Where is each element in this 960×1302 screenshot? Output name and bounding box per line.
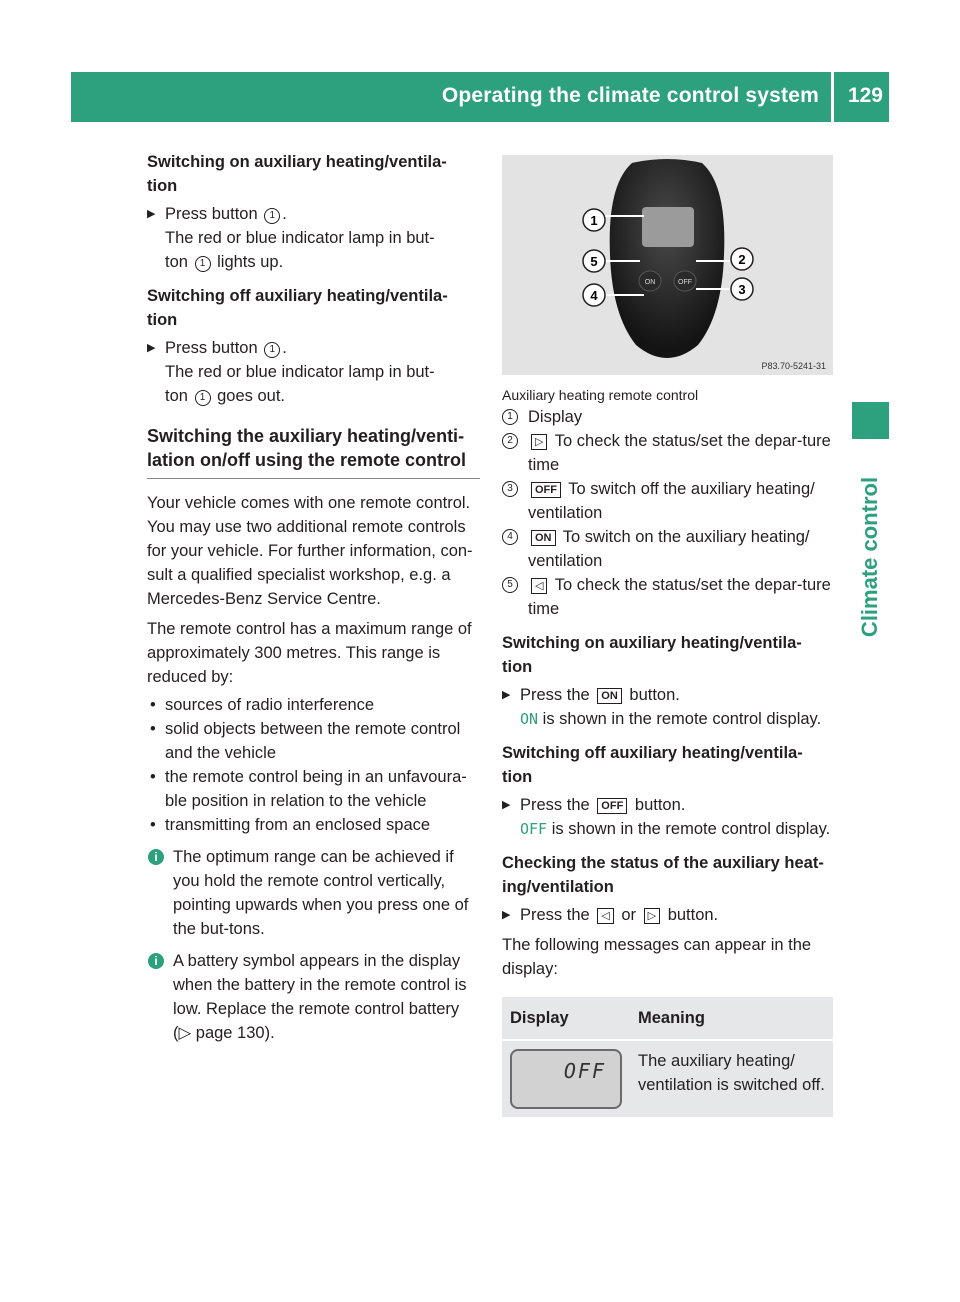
paragraph: The remote control has a maximum range of approximately 300 metres. This range is reduced by: [147,620,472,686]
right-column [502,155,835,1117]
callout-1-icon: 1 [195,256,211,272]
paragraph: Your vehicle comes with one remote control. You may use two additional remote controls for your vehicle. For further information, con-sult a qualified specialist workshop, e.g. a Mercedes-Benz Service Centre. [147,494,473,608]
side-tab-label: Climate control [857,476,883,638]
callout-5-icon: 5 [502,577,518,593]
info-icon: i [148,953,164,969]
instruction-step: ▶ Press button 1 . [147,202,480,226]
side-tab-marker [852,402,889,439]
section-heading: Switching the auxiliary heating/venti- lation on/off using the remote control [147,424,480,479]
table-cell: The auxiliary heating/ ventilation is switched off. [630,1040,833,1117]
instruction-step: ▶ Press the OFF button. [502,793,835,817]
table-header: Display [502,997,630,1040]
step-result: The red or blue indicator lamp in but- ton 1 goes out. [165,363,435,405]
list-item: • the remote control being in an unfavoura-ble position in relation to the vehicle [150,768,467,810]
list-item: • sources of radio interference [150,696,375,714]
svg-text:4: 4 [590,288,598,303]
left-column [147,150,480,1045]
page-number: 129 [847,84,883,107]
legend-item: 5 ◁ To check the status/set the depar-ture time [502,573,835,621]
list-item: • solid objects between the remote control and the vehicle [150,720,461,762]
callout-4-icon: 4 [502,529,518,545]
legend-item: 2 ▷ To check the status/set the depar-ture time [502,429,835,477]
callout-2-icon: 2 [502,433,518,449]
legend-item: 1 Display [502,405,835,429]
step-result: ON is shown in the remote control display. [520,710,822,728]
instruction-step: ▶ Press the ON button. [502,683,835,707]
side-tab [852,452,889,662]
callout-1-icon: 1 [195,390,211,406]
lcd-display-text: OFF [563,1059,606,1083]
info-icon: i [148,849,164,865]
info-note: i The optimum range can be achieved if you hold the remote control vertically, pointing upwards when you press one of the but-tons. [147,845,480,941]
figure-code: P83.70-5241-31 [761,361,826,371]
section-heading: Switching off auxiliary heating/ventila- tion [502,744,803,786]
paragraph: The following messages can appear in the display: [502,936,812,978]
display-messages-table [502,997,833,1117]
left-arrow-key-icon: ◁ [597,908,613,924]
remote-on-label: ON [644,279,656,286]
svg-text:2: 2 [738,252,746,267]
off-key-icon: OFF [597,798,627,814]
remote-control-photo [502,155,833,375]
display-text: OFF [520,820,548,838]
step-result: OFF is shown in the remote control display. [520,820,831,838]
display-text: ON [520,710,539,728]
section-heading: Switching off auxiliary heating/ventila- tion [147,287,448,329]
callout-1-icon: 1 [264,342,280,358]
callout-1-icon: 1 [502,409,518,425]
svg-text:1: 1 [590,213,598,228]
figure-caption: Auxiliary heating remote control [502,387,699,403]
info-note: i A battery symbol appears in the display when the battery in the remote control is low. Replace the remote control battery (▷ page 130). [147,949,480,1045]
instruction-step: ▶ Press the ◁ or ▷ button. [502,903,835,927]
callout-3-icon: 3 [502,481,518,497]
instruction-step: ▶ Press button 1 . [147,336,480,360]
callout-1-icon: 1 [264,208,280,224]
page-section-title: Operating the climate control system [441,84,819,107]
left-arrow-key-icon: ◁ [531,578,547,594]
section-heading: Switching on auxiliary heating/ventila- tion [147,153,447,195]
right-arrow-key-icon: ▷ [644,908,660,924]
page-reference-link[interactable]: (▷ page 130). [173,1024,275,1042]
svg-text:3: 3 [738,282,746,297]
table-cell [502,1040,630,1117]
off-key-icon: OFF [531,482,561,498]
table-row [502,1040,833,1117]
on-key-icon: ON [597,688,622,704]
list-item: • transmitting from an enclosed space [150,816,431,834]
legend-item: 4 ON To switch on the auxiliary heating/ ventilation [502,525,835,573]
remote-control-illustration [502,155,833,375]
section-heading: Checking the status of the auxiliary heat- ing/ventilation [502,854,824,896]
header-bar [71,72,889,122]
table-header: Meaning [630,997,833,1040]
section-heading: Switching on auxiliary heating/ventila- tion [502,634,802,676]
right-arrow-key-icon: ▷ [531,434,547,450]
step-result: The red or blue indicator lamp in but- ton 1 lights up. [165,229,435,271]
remote-off-label: OFF [678,279,692,286]
on-key-icon: ON [531,530,556,546]
legend-item: 3 OFF To switch off the auxiliary heating/ ventilation [502,477,835,525]
svg-text:5: 5 [590,254,598,269]
header-divider [831,72,834,122]
lcd-display-icon [510,1049,622,1109]
